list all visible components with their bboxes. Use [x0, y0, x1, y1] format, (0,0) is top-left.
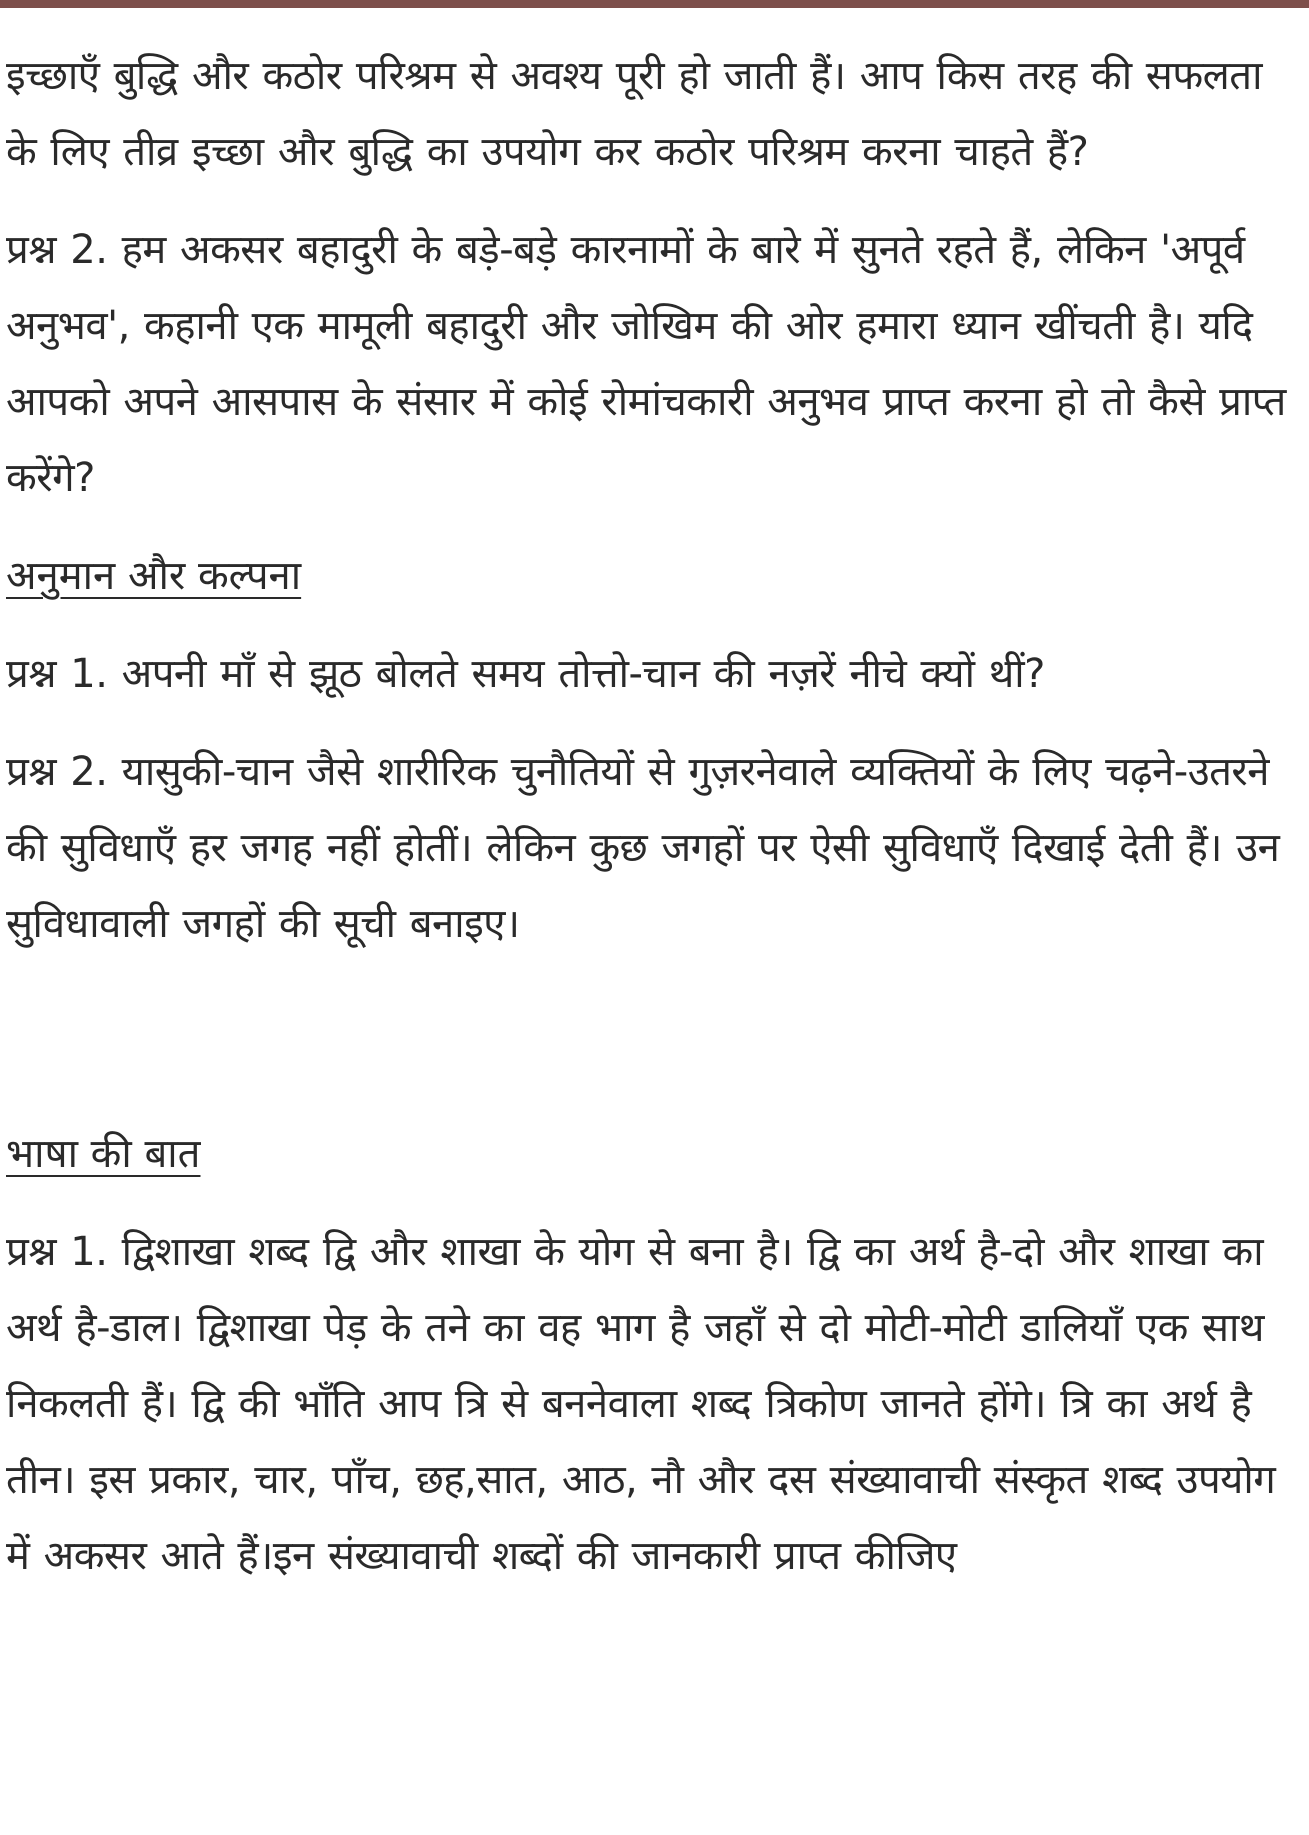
question-2-paragraph: प्रश्न 2. हम अकसर बहादुरी के बड़े-बड़े कारनामों के बारे में सुनते रहते हैं, लेकिन 'अपूर्व अनुभव', कहानी एक मामूली बहादुरी और जोखिम की ओर हमारा ध्यान खींचती है। यदि आपको अपने आसपास के संसार में कोई रोमांचकारी अनुभव प्राप्त करना हो तो कैसे प्राप्त करेंगे? [6, 227, 1286, 501]
section-heading-text: भाषा की बात [6, 1131, 201, 1177]
intro-paragraph: इच्छाएँ बुद्धि और कठोर परिश्रम से अवश्य पूरी हो जाती हैं। आप किस तरह की सफलता के लिए तीव्र इच्छा और बुद्धि का उपयोग कर कठोर परिश्रम करना चाहते हैं? [6, 53, 1262, 175]
bhasha-question-1: प्रश्न 1. द्विशाखा शब्द द्वि और शाखा के योग से बना है। द्वि का अर्थ है-दो और शाखा का अर्थ है-डाल। द्विशाखा पेड़ के तने का वह भाग है जहाँ से दो मोटी-मोटी डालियाँ एक साथ निकलती हैं। द्वि की भाँति आप त्रि से बननेवाला शब्द त्रिकोण जानते होंगे। त्रि का अर्थ है तीन। इस प्रकार, चार, पाँच, छह,सात, आठ, नौ और दस संख्यावाची संस्कृत शब्द उपयोग में अकसर आते हैं।इन संख्यावाची शब्दों की जानकारी प्राप्त कीजिए [6, 1229, 1276, 1579]
anuman-question-1: प्रश्न 1. अपनी माँ से झूठ बोलते समय तोत्तो-चान की नज़रें नीचे क्यों थीं? [6, 651, 1045, 697]
section-spacer [6, 984, 1306, 1116]
anuman-question-2: प्रश्न 2. यासुकी-चान जैसे शारीरिक चुनौतियों से गुज़रनेवाले व्यक्तियों के लिए चढ़ने-उतरने की सुविधाएँ हर जगह नहीं होतीं। लेकिन कुछ जगहों पर ऐसी सुविधाएँ दिखाई देती हैं। उन सुविधावाली जगहों की सूची बनाइए। [6, 749, 1280, 947]
section-heading-bhasha-ki-baat [6, 1116, 1306, 1192]
top-header-bar [0, 0, 1309, 8]
section-heading-anuman-aur-kalpana [6, 538, 1306, 614]
document-content [6, 38, 1306, 1616]
section-heading-text: अनुमान और कल्पना [6, 553, 302, 599]
